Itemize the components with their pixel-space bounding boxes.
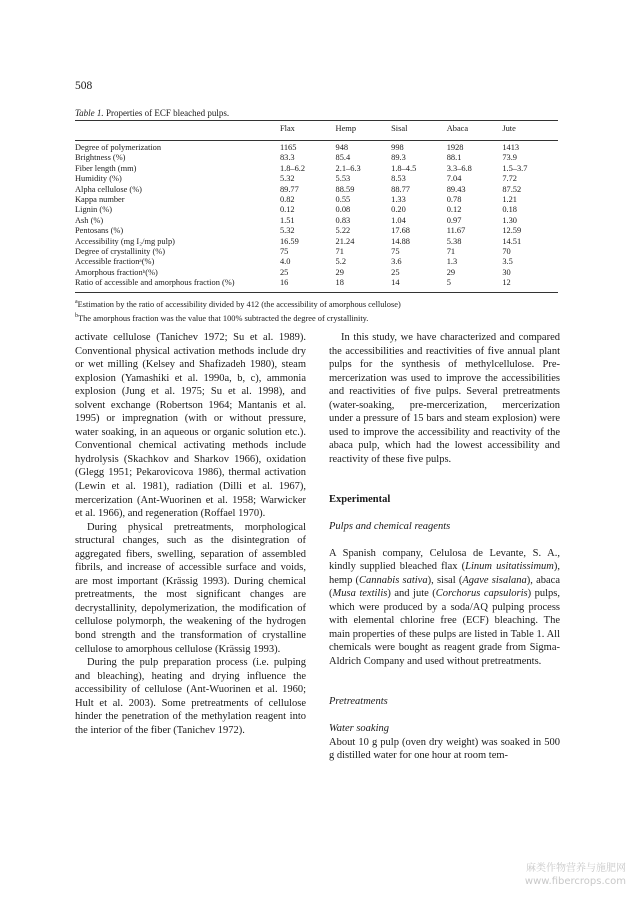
table-cell: 29 xyxy=(446,267,456,277)
table-row xyxy=(75,185,558,195)
table-row xyxy=(75,174,558,184)
table-cell: 0.83 xyxy=(335,215,351,225)
table-rule-top xyxy=(75,120,558,121)
table-cell: 14.51 xyxy=(502,236,522,246)
table-cell: 14 xyxy=(391,278,400,288)
footnote-b xyxy=(75,311,565,325)
table-cell: 3.5 xyxy=(502,257,513,267)
table-rule-bottom xyxy=(75,292,558,293)
table-caption xyxy=(75,108,229,118)
table-row-label: Fiber length (mm) xyxy=(75,163,137,173)
table-header-cell: Abaca xyxy=(446,124,469,133)
watermark xyxy=(525,862,626,888)
table-cell: 16 xyxy=(279,278,289,288)
table-cell: 7.04 xyxy=(446,174,462,184)
right-paragraph-3: About 10 g pulp (oven dry weight) was soaked in 500 g distilled water for one hour at room tem- xyxy=(329,736,560,762)
table-cell: 21.24 xyxy=(335,236,355,246)
table-cell: 29 xyxy=(335,267,344,277)
table-cell: 0.08 xyxy=(335,205,351,215)
footnote-a-text: Estimation by the ratio of accessibility divided by 412 (the accessibility of amorphous cellulose) xyxy=(77,299,401,309)
table-cell: 88.1 xyxy=(446,153,462,163)
left-paragraph-1: activate cellulose (Tanichev 1972; Su et al. 1989). Conventional physical activation methods include dry or wet milling (Kelsey and Shafizadeh 1980), steam explosion (Yamashiki et al. 1990a, b, c), ammonia explosion (Jung et al. 1975; Su et al. 1998), and solvent exchange (Robertson 1964; Mantanis et al. 1995) or impregnation (with or without pressure, water soaking, in an aqueous or organic solution etc.). Conventional chemical activating methods include hydrolysis (Skachkov and Sharkov 1966), oxidation (Glegg 1951; Pekarovicova 1986), thermal activation (Lewin et al. 1981), radiation (Dilli et al. 1967), mercerization (Ant-Wuorinen et al. 1958; Warwicker et al. 1966), and regeneration (Roffael 1970). xyxy=(75,332,306,520)
table-row xyxy=(75,195,558,205)
table-cell: 0.18 xyxy=(502,205,517,215)
table-cell: 1.04 xyxy=(391,215,406,225)
table-header-row xyxy=(75,124,558,141)
table-cell: 0.78 xyxy=(446,195,462,205)
table-cell: 25 xyxy=(391,267,400,277)
table-cell: 14.88 xyxy=(391,236,410,246)
table-cell: 85.4 xyxy=(335,153,351,163)
table-row-label: Accessibility (mg I₂/mg pulp) xyxy=(75,236,175,246)
table-row xyxy=(75,278,558,288)
table-row-label: Pentosans (%) xyxy=(75,226,124,236)
table-cell: 88.59 xyxy=(335,184,355,194)
table-cell: 0.12 xyxy=(446,205,462,215)
table-cell: 0.20 xyxy=(391,205,406,215)
table-cell: 1.3 xyxy=(446,257,458,267)
table-cell: 1928 xyxy=(446,143,464,152)
heading-pulps-reagents: Pulps and chemical reagents xyxy=(329,521,451,533)
table-cell: 73.9 xyxy=(502,153,517,163)
table-cell: 17.68 xyxy=(391,226,410,236)
table-cell: 16.59 xyxy=(279,236,299,246)
heading-pretreatments: Pretreatments xyxy=(329,696,388,708)
table-row-label: Degree of crystallinity (%) xyxy=(75,247,165,257)
table-cell: 89.3 xyxy=(391,153,406,163)
table-cell: 1.5–3.7 xyxy=(502,163,528,173)
table-footnotes xyxy=(75,297,565,324)
table-header-cell: Jute xyxy=(502,124,516,133)
table-cell: 998 xyxy=(391,143,404,152)
table-row-label: Kappa number xyxy=(75,195,125,205)
table-cell: 1165 xyxy=(279,143,297,152)
table-cell: 71 xyxy=(335,247,344,257)
table-cell: 75 xyxy=(391,247,400,257)
left-paragraph-2: During physical pretreatments, morphological structural changes, such as the disintegration of aggregated fibers, swelling, separation of assembled fibrils, and increase of accessible surface and voids, are most important (Krässig 1993). During chemical pretreatments, the most significant changes are decrystallinity, depolymerization, the modification of cellulose polymorph, the weakening of the hydrogen bond strength and the transformation of crystalline cellulose to amorphous cellulose (Krässig 1993). xyxy=(75,521,306,655)
table-cell: 7.72 xyxy=(502,174,517,184)
table-header-cell xyxy=(75,124,280,141)
table-row xyxy=(75,237,558,247)
table-row xyxy=(75,153,558,163)
watermark-line-1: 麻类作物营养与施肥网 xyxy=(526,863,626,874)
right-paragraph-1: In this study, we have characterized and compared the accessibilities and reactivities of five annual plant pulps for the synthesis of methylcellulose. Pre-mercerization was used to improve the accessibilities and reactivities of five pulps. Several pretreatments (water-soaking, pre-mercerization, mercerization under a pressure of 15 bars and steam explosion) were used to improve the accessibility and reactivity of the abaca pulp, which had the lowest accessibility and reactivity of these five pulps. xyxy=(329,332,560,465)
table-row-label: Ash (%) xyxy=(75,215,104,225)
table-row-label: Lignin (%) xyxy=(75,205,112,215)
left-paragraph-3: During the pulp preparation process (i.e. pulping and bleaching), heating and drying influence the accessibility of cellulose (Ant-Wuorinen et al. 1960; Hult et al. 2003). Some pretreatments of cellulose hinder the penetration of the methylation reagent into the interior of the fiber (Tanichev 1972). xyxy=(75,657,306,736)
table-cell: 3.3–6.8 xyxy=(446,163,472,173)
footnote-a-mark: a xyxy=(75,299,78,305)
table-row xyxy=(75,257,558,267)
table-header-cell: Flax xyxy=(279,124,295,133)
table-row-label: Alpha cellulose (%) xyxy=(75,184,142,194)
table-row xyxy=(75,141,558,153)
table-cell: 12.59 xyxy=(502,226,522,236)
table-row-label: Accessible fractionᵃ(%) xyxy=(75,257,155,267)
table-cell: 2.1–6.3 xyxy=(335,163,361,173)
table-cell: 11.67 xyxy=(446,226,466,236)
table-cell: 5.22 xyxy=(335,226,351,236)
heading-water-soaking: Water soaking xyxy=(329,723,389,735)
table-cell: 1.51 xyxy=(279,215,295,225)
table-row xyxy=(75,164,558,174)
table-cell: 25 xyxy=(279,267,289,277)
table-cell: 83.3 xyxy=(279,153,295,163)
table-row-label: Amorphous fractionᵇ(%) xyxy=(75,267,158,277)
table-cell: 8.53 xyxy=(391,174,406,184)
table-cell: 5 xyxy=(446,278,451,288)
table-cell: 70 xyxy=(502,247,511,257)
table-cell: 1.30 xyxy=(502,215,517,225)
right-paragraph-2: A Spanish company, Celulosa de Levante, S. A., kindly supplied bleached flax (Linum usitatissimum), hemp (Cannabis sativa), sisal (Agave sisalana), abaca (Musa textilis) and jute (Corchorus capsuloris) pulps, which were produced by a soda/AQ pulping process with elemental chlorine free (ECF) bleaching. The main properties of these pulps are listed in Table 1. All chemicals were bought as reagent grade from Sigma-Aldrich Company and used without pretreatments. xyxy=(329,547,561,667)
table-cell: 0.55 xyxy=(335,195,351,205)
table-cell: 5.53 xyxy=(335,174,351,184)
table-row-label: Brightness (%) xyxy=(75,153,126,163)
table-cell: 89.77 xyxy=(279,184,299,194)
table-cell: 1.8–6.2 xyxy=(279,163,306,173)
table-row xyxy=(75,216,558,226)
footnote-a xyxy=(75,297,565,311)
table-cell: 1.8–4.5 xyxy=(391,163,417,173)
table-cell: 5.2 xyxy=(335,257,347,267)
table-cell: 5.32 xyxy=(279,226,295,236)
table-cell: 4.0 xyxy=(279,257,291,267)
table-header-cell: Hemp xyxy=(335,124,357,133)
table-cell: 75 xyxy=(279,247,289,257)
table-cell: 1413 xyxy=(502,143,520,152)
properties-table xyxy=(75,124,558,289)
table-cell: 0.12 xyxy=(279,205,295,215)
table-cell: 12 xyxy=(502,278,511,288)
watermark-line-2: www.fibercrops.com xyxy=(524,876,626,887)
table-cell: 0.97 xyxy=(446,215,462,225)
table-cell: 87.52 xyxy=(502,184,522,194)
table-header-cell: Sisal xyxy=(391,124,408,133)
table-caption-label: Table 1. xyxy=(75,108,104,118)
table-cell: 89.43 xyxy=(446,184,466,194)
table-cell: 0.82 xyxy=(279,195,295,205)
table-row-label: Degree of polymerization xyxy=(75,143,162,152)
table-cell: 71 xyxy=(446,247,456,257)
table-cell: 5.38 xyxy=(446,236,462,246)
footnote-b-text: The amorphous fraction was the value that 100% subtracted the degree of crystallinity. xyxy=(78,313,369,323)
table-row-label: Ratio of accessible and amorphous fraction (%) xyxy=(75,278,235,288)
table-row xyxy=(75,247,558,257)
table-cell: 88.77 xyxy=(391,184,410,194)
table-cell: 1.21 xyxy=(502,195,517,205)
table-row-label: Humidity (%) xyxy=(75,174,122,184)
table-caption-text: Properties of ECF bleached pulps. xyxy=(105,108,230,118)
left-column xyxy=(75,331,306,737)
table-cell: 948 xyxy=(335,143,349,152)
heading-experimental: Experimental xyxy=(329,494,391,506)
table-row xyxy=(75,226,558,236)
footnote-b-mark: b xyxy=(75,312,78,319)
right-column xyxy=(329,331,560,763)
page-number: 508 xyxy=(75,80,93,92)
table-row xyxy=(75,268,558,278)
table-cell: 30 xyxy=(502,267,511,277)
table-cell: 3.6 xyxy=(391,257,402,267)
table-cell: 18 xyxy=(335,278,344,288)
table-cell: 5.32 xyxy=(279,174,295,184)
table-cell: 1.33 xyxy=(391,195,406,205)
table-row xyxy=(75,205,558,215)
